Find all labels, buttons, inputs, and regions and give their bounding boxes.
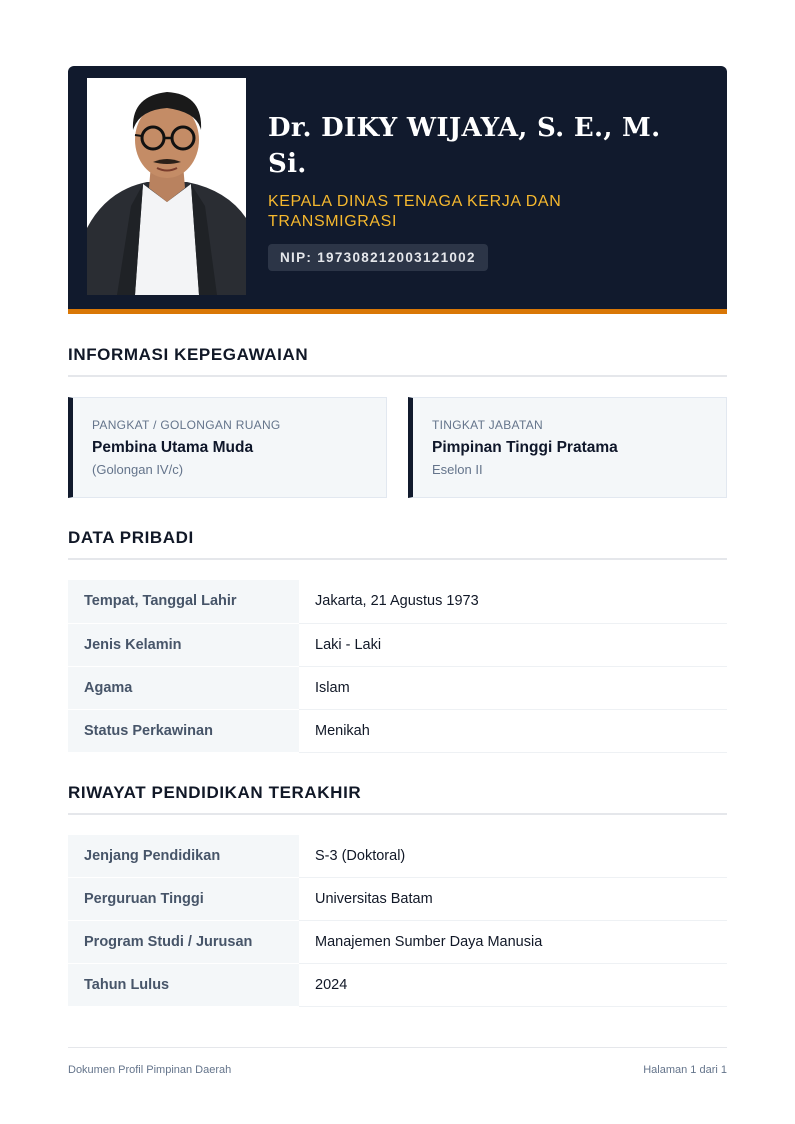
education-section-title: RIWAYAT PENDIDIKAN TERAKHIR xyxy=(68,783,727,815)
position-level-card xyxy=(408,397,727,498)
row-key: Program Studi / Jurusan xyxy=(68,921,299,964)
table-row xyxy=(68,921,727,964)
person-portrait-icon xyxy=(87,78,246,295)
employment-cards xyxy=(68,397,727,498)
card-label: TINGKAT JABATAN xyxy=(432,418,543,432)
table-row xyxy=(68,580,727,623)
row-value: Menikah xyxy=(299,709,727,752)
row-key: Perguruan Tinggi xyxy=(68,878,299,921)
row-key: Tahun Lulus xyxy=(68,964,299,1007)
profile-photo xyxy=(87,78,246,295)
table-row xyxy=(68,964,727,1007)
row-key: Jenis Kelamin xyxy=(68,623,299,666)
card-sub: (Golongan IV/c) xyxy=(92,462,184,477)
row-value: S-3 (Doktoral) xyxy=(299,835,727,878)
employment-section-title: INFORMASI KEPEGAWAIAN xyxy=(68,345,727,377)
personal-data-table xyxy=(68,580,727,753)
profile-document xyxy=(68,66,727,1007)
card-value: Pimpinan Tinggi Pratama xyxy=(432,439,618,456)
row-value: Jakarta, 21 Agustus 1973 xyxy=(299,580,727,623)
table-row xyxy=(68,666,727,709)
row-value: Islam xyxy=(299,666,727,709)
profile-header xyxy=(68,66,727,314)
card-label: PANGKAT / GOLONGAN RUANG xyxy=(92,418,281,432)
personal-section-title: DATA PRIBADI xyxy=(68,528,727,560)
card-sub: Eselon II xyxy=(432,462,483,477)
row-key: Tempat, Tanggal Lahir xyxy=(68,580,299,623)
row-value: Manajemen Sumber Daya Manusia xyxy=(299,921,727,964)
footer-document-label: Dokumen Profil Pimpinan Daerah xyxy=(68,1064,232,1076)
row-key: Jenjang Pendidikan xyxy=(68,835,299,878)
row-key: Agama xyxy=(68,666,299,709)
profile-name: Dr. DIKY WIJAYA, S. E., M. Si. xyxy=(268,113,661,179)
footer-page-number: Halaman 1 dari 1 xyxy=(643,1064,727,1076)
table-row xyxy=(68,835,727,878)
card-value: Pembina Utama Muda xyxy=(92,439,254,456)
table-row xyxy=(68,623,727,666)
row-value: Universitas Batam xyxy=(299,878,727,921)
table-row xyxy=(68,878,727,921)
profile-position: KEPALA DINAS TENAGA KERJA DAN TRANSMIGRASI xyxy=(268,193,562,230)
profile-header-text xyxy=(268,110,708,271)
table-row xyxy=(68,709,727,752)
nip-badge: NIP: 197308212003121002 xyxy=(268,244,488,271)
row-value: Laki - Laki xyxy=(299,623,727,666)
header-accent-bar xyxy=(68,309,727,314)
page-footer xyxy=(68,1047,727,1076)
row-value: 2024 xyxy=(299,964,727,1007)
rank-card xyxy=(68,397,387,498)
education-data-table xyxy=(68,835,727,1008)
row-key: Status Perkawinan xyxy=(68,709,299,752)
